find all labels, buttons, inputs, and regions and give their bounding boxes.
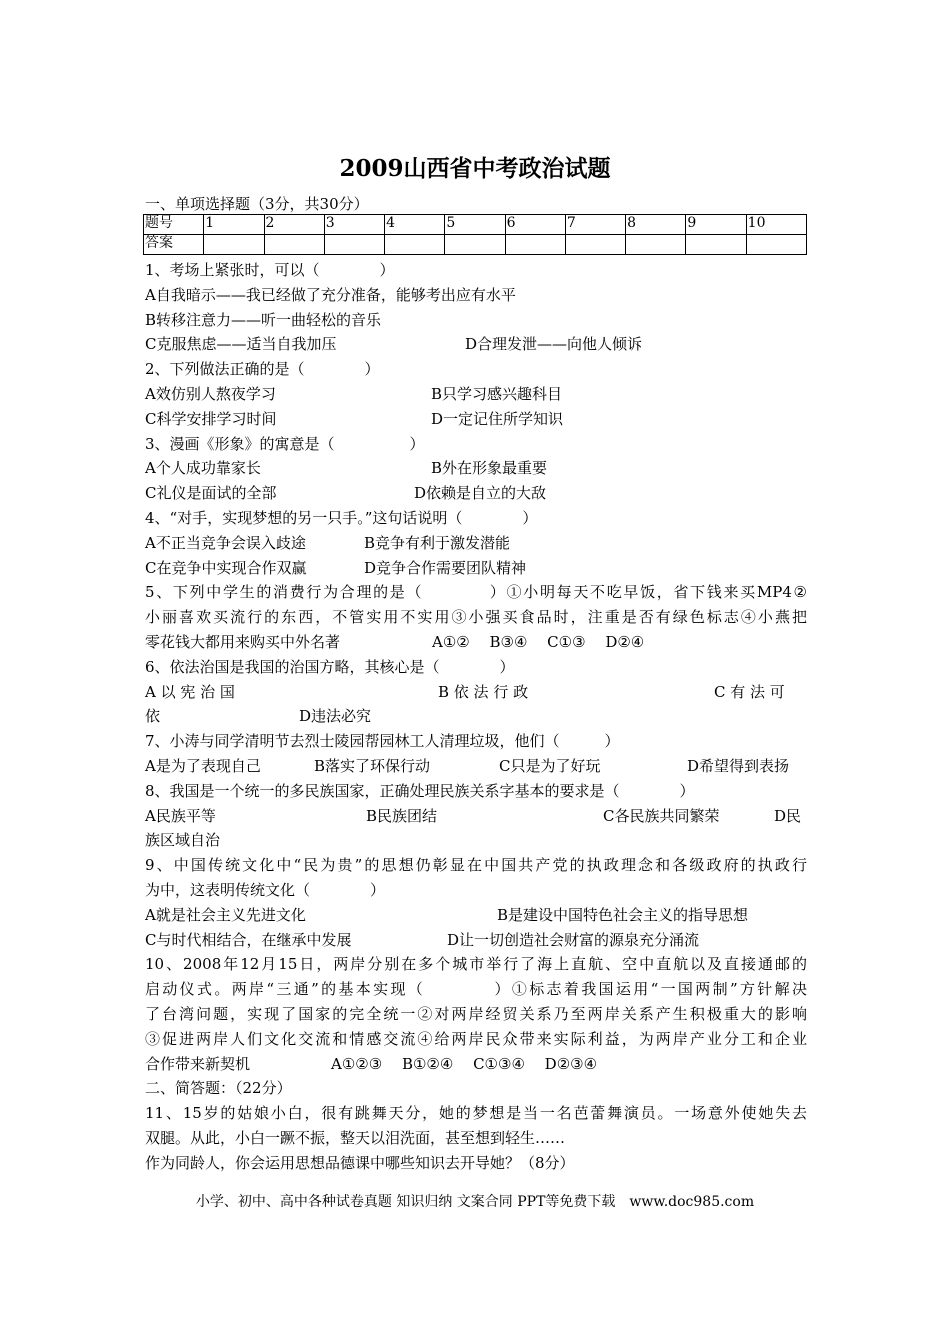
footer-text: 小学、初中、高中各种试卷真题 知识归纳 文案合同 PPT等免费下载 www.doc985.com <box>195 1194 755 1210</box>
option-b: B民族团结 <box>366 806 438 825</box>
answer-cell[interactable] <box>686 235 746 255</box>
option-d-continued: 族区域自治 <box>145 831 221 850</box>
option-a: A效仿别人熬夜学习 <box>145 384 276 403</box>
option-d: D希望得到表扬 <box>687 756 790 775</box>
option-row <box>145 481 807 506</box>
option-a: A不正当竞争会误入歧途 <box>145 533 306 552</box>
question-stem: ③促进两岸人们文化交流和情感交流④给两岸民众带来实际利益，为两岸产业分工和企业 <box>145 1029 807 1048</box>
option-c: C在竞争中实现合作双赢 <box>145 558 307 577</box>
option-d: D竞争合作需要团队精神 <box>364 558 527 577</box>
table-cell: 5 <box>445 215 505 235</box>
question-stem: 5、下列中学生的消费行为合理的是（ ）①小明每天不吃早饭，省下钱来买MP4② <box>145 583 807 602</box>
option-b: B转移注意力——听一曲轻松的音乐 <box>145 310 382 329</box>
table-cell: 9 <box>686 215 746 235</box>
table-cell: 1 <box>204 215 264 235</box>
table-cell-label: 题号 <box>144 215 204 235</box>
option-b: B落实了环保行动 <box>314 756 431 775</box>
option-row <box>145 456 807 481</box>
option-c: C与时代相结合，在继承中发展 <box>145 930 352 949</box>
option-row <box>145 1052 807 1077</box>
option-a: A个人成功靠家长 <box>145 459 261 478</box>
option-c: C各民族共同繁荣 <box>603 806 720 825</box>
question-stem: 1、考场上紧张时，可以（ ） <box>145 261 395 279</box>
section-heading-choice: 一、单项选择题（3分，共30分） <box>145 195 369 213</box>
option-b: B只学习感兴趣科目 <box>431 384 563 403</box>
table-cell-label: 答案 <box>144 235 204 255</box>
answer-cell[interactable] <box>626 235 686 255</box>
option-d: D民 <box>774 806 802 825</box>
option-a: A是为了表现自己 <box>145 756 261 775</box>
options-inline: A①②③ B①②④ C①③④ D②③④ <box>331 1054 598 1073</box>
question-stem: 启动仪式。两岸“三通”的基本实现（ ）①标志着我国运用“一国两制”方针解决 <box>145 980 807 999</box>
option-d: D让一切创造社会财富的源泉充分涌流 <box>447 930 700 949</box>
page-title: 2009山西省中考政治试题 <box>339 155 611 182</box>
option-a: A就是社会主义先进文化 <box>145 905 306 924</box>
question-stem: 10、2008年12月15日，两岸分别在多个城市举行了海上直航、空中直航以及直接通邮的 <box>145 955 807 974</box>
option-row <box>145 928 807 953</box>
options-inline: A①② B③④ C①③ D②④ <box>432 632 645 651</box>
option-d: D合理发泄——向他人倾诉 <box>465 335 643 354</box>
option-row <box>145 804 807 829</box>
option-c: C只是为了好玩 <box>499 756 601 775</box>
table-cell: 2 <box>264 215 324 235</box>
answer-cell[interactable] <box>565 235 625 255</box>
option-b: B竞争有利于激发潜能 <box>364 533 511 552</box>
option-row <box>145 680 807 705</box>
option-row <box>145 754 807 779</box>
question-stem: 作为同龄人，你会运用思想品德课中哪些知识去开导她？（8分） <box>145 1153 575 1172</box>
question-stem: 11、15岁的姑娘小白，很有跳舞天分，她的梦想是当一名芭蕾舞演员。一场意外使她失去 <box>145 1104 807 1123</box>
table-cell: 6 <box>505 215 565 235</box>
question-stem: 零花钱大都用来购买中外名著 <box>145 632 341 651</box>
option-a: A民族平等 <box>145 806 216 825</box>
answer-cell[interactable] <box>445 235 505 255</box>
question-stem: 9、中国传统文化中“民为贵”的思想仍彰显在中国共产党的执政理念和各级政府的执政行 <box>145 856 807 875</box>
question-stem: 合作带来新契机 <box>145 1054 251 1073</box>
option-row <box>145 332 807 357</box>
table-row-answers <box>144 235 807 255</box>
option-a: A 以 宪 治 国 <box>145 682 235 701</box>
question-stem: 6、依法治国是我国的治国方略，其核心是（ ） <box>145 657 515 676</box>
option-c-continued: 依 <box>145 707 161 726</box>
option-b: B外在形象最重要 <box>431 459 548 478</box>
option-row <box>145 903 807 928</box>
question-body <box>145 258 807 1175</box>
option-row <box>145 531 807 556</box>
question-stem: 2、下列做法正确的是（ ） <box>145 360 380 379</box>
option-d: D依赖是自立的大敌 <box>414 484 547 503</box>
table-cell: 10 <box>746 215 806 235</box>
answer-cell[interactable] <box>204 235 264 255</box>
option-b: B是建设中国特色社会主义的指导思想 <box>497 905 749 924</box>
option-c: C 有 法 可 <box>714 682 785 701</box>
answer-cell[interactable] <box>264 235 324 255</box>
answer-cell[interactable] <box>385 235 445 255</box>
option-row <box>145 556 807 581</box>
question-stem: 7、小涛与同学清明节去烈士陵园帮园林工人清理垃圾，他们（ ） <box>145 732 620 751</box>
question-stem: 8、我国是一个统一的多民族国家，正确处理民族关系字基本的要求是（ ） <box>145 781 695 800</box>
question-stem: 3、漫画《形象》的寓意是（ ） <box>145 434 425 453</box>
option-row <box>145 407 807 432</box>
option-row <box>145 630 807 655</box>
question-stem: 了台湾问题，实现了国家的完全统一②对两岸经贸关系乃至两岸关系产生积极重大的影响 <box>145 1004 807 1023</box>
option-row <box>145 704 807 729</box>
option-a: A自我暗示——我已经做了充分准备，能够考出应有水平 <box>145 285 516 304</box>
table-row-numbers <box>144 215 807 235</box>
table-cell: 3 <box>324 215 384 235</box>
option-c: C礼仪是面试的全部 <box>145 484 277 503</box>
table-cell: 8 <box>626 215 686 235</box>
option-c: C克服焦虑——适当自我加压 <box>145 335 337 354</box>
section-heading-short-answer: 二、简答题：（22分） <box>145 1079 292 1098</box>
question-stem: 双腿。从此，小白一蹶不振，整天以泪洗面，甚至想到轻生…… <box>145 1128 566 1147</box>
table-cell: 7 <box>565 215 625 235</box>
option-row <box>145 382 807 407</box>
question-stem: 为中，这表明传统文化（ ） <box>145 880 386 899</box>
question-stem: 4、“对手，实现梦想的另一只手。”这句话说明（ ） <box>145 508 538 527</box>
answer-cell[interactable] <box>505 235 565 255</box>
option-b: B 依 法 行 政 <box>438 682 529 701</box>
option-c: C科学安排学习时间 <box>145 409 277 428</box>
answer-cell[interactable] <box>746 235 806 255</box>
answer-cell[interactable] <box>324 235 384 255</box>
option-d: D违法必究 <box>299 707 372 726</box>
question-stem: 小丽喜欢买流行的东西，不管实用不实用③小强买食品时，注重是否有绿色标志④小燕把 <box>145 608 807 627</box>
table-cell: 4 <box>385 215 445 235</box>
answer-table <box>143 214 807 255</box>
option-d: D一定记住所学知识 <box>431 409 564 428</box>
